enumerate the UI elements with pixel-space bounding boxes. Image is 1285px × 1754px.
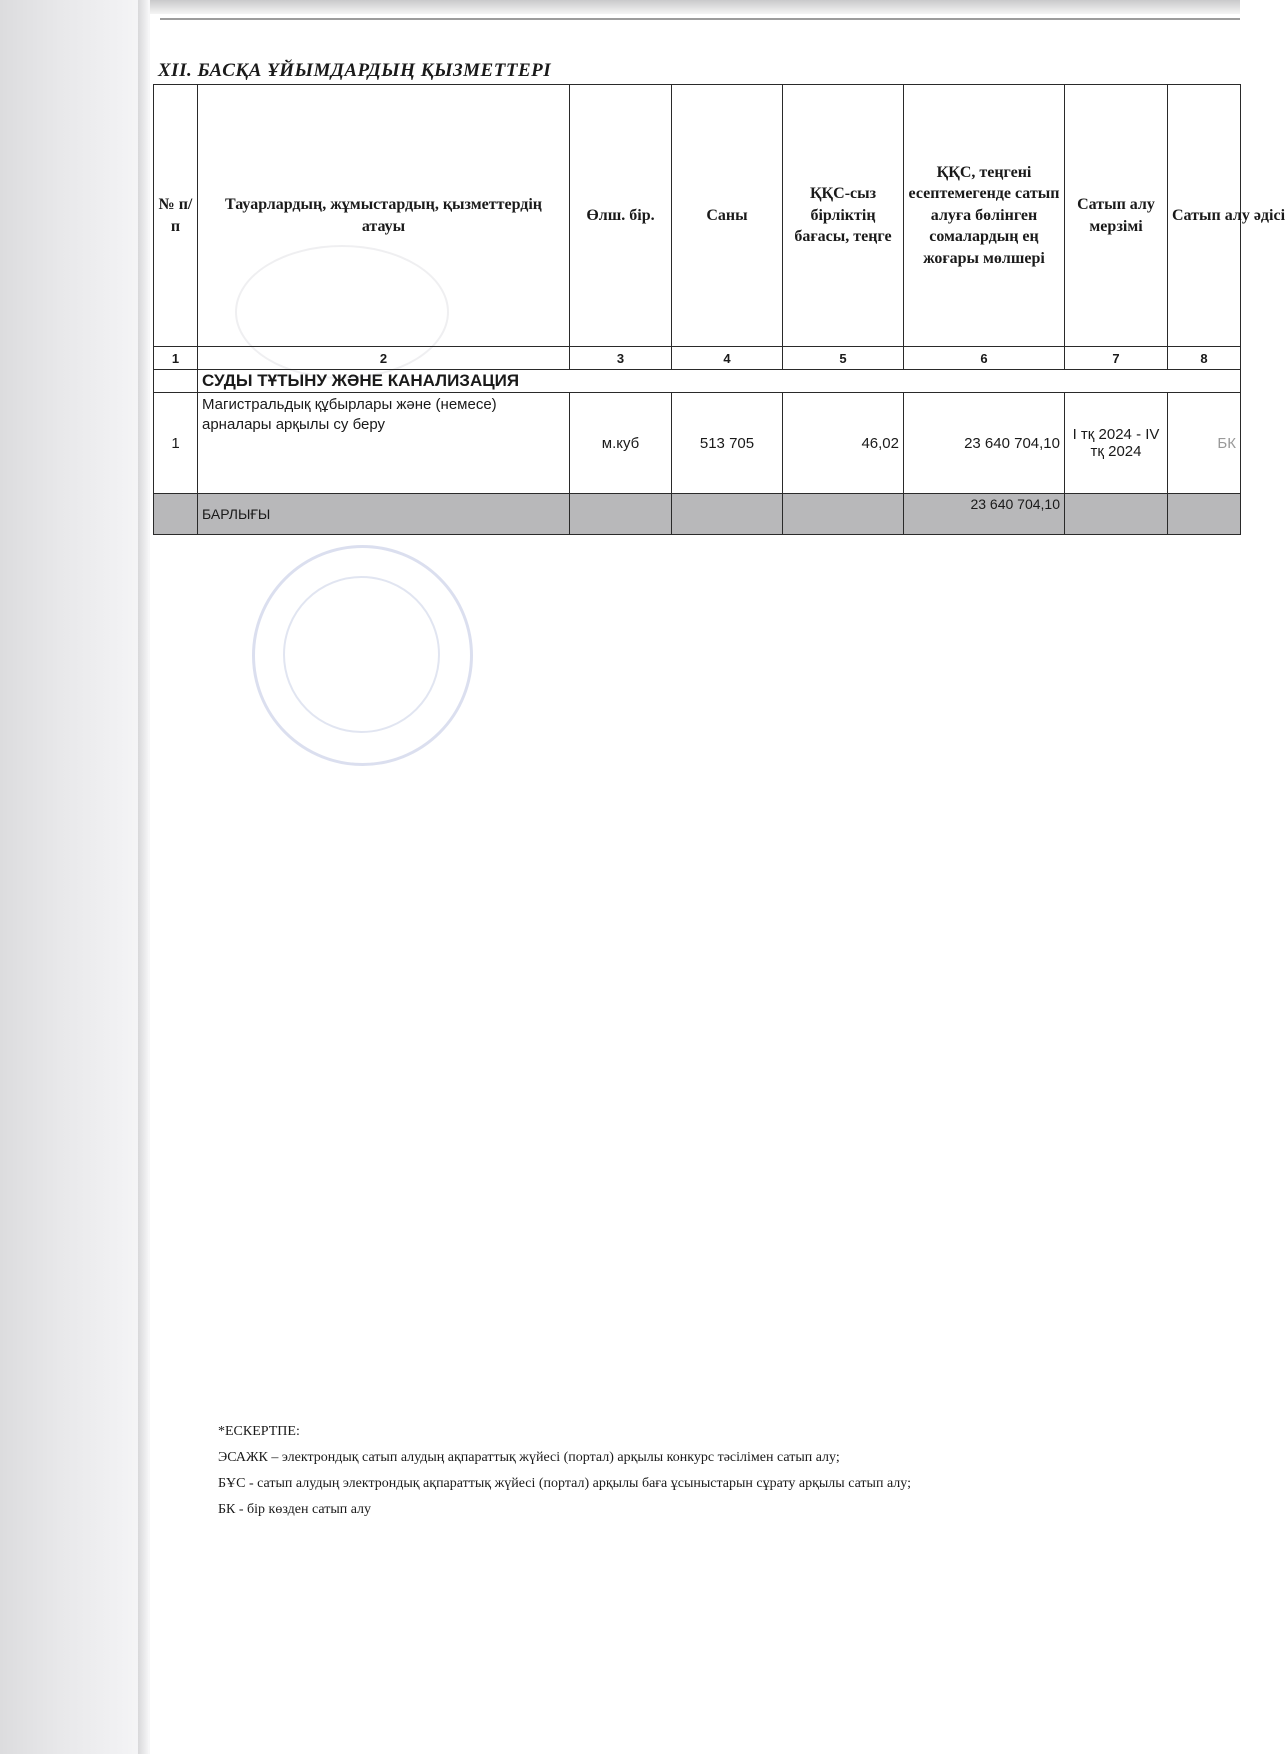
note-item: ЭСАЖК – электрондық сатып алудың ақпараттық жүйесі (портал) арқылы конкурс тәсілімен сатып алу; <box>218 1450 840 1465</box>
header-period: Сатып алу мерзімі <box>1065 85 1168 347</box>
note-item: БК - бір көзден сатып алу <box>218 1502 372 1517</box>
row-quantity: 513 705 <box>672 393 783 494</box>
round-stamp <box>252 545 473 766</box>
table-row <box>154 393 1241 494</box>
row-unit: м.куб <box>570 393 672 494</box>
row-name: Магистральдық құбырлары және (немесе) арналары арқылы су беру <box>198 393 570 494</box>
row-period: I тқ 2024 - IV тқ 2024 <box>1065 393 1168 494</box>
column-number: 8 <box>1168 347 1241 370</box>
row-method: БК <box>1168 393 1241 494</box>
column-number: 5 <box>783 347 904 370</box>
column-number: 2 <box>198 347 570 370</box>
column-number: 4 <box>672 347 783 370</box>
page-top-rule <box>160 18 1240 20</box>
row-unit-price: 46,02 <box>783 393 904 494</box>
total-amount: 23 640 704,10 <box>904 494 1065 535</box>
footnotes <box>218 1419 1218 1523</box>
total-row <box>154 494 1241 535</box>
header-quantity: Саны <box>672 85 783 347</box>
group-row <box>154 370 1241 393</box>
column-number: 3 <box>570 347 672 370</box>
table-header-row <box>154 85 1241 347</box>
header-max-amount: ҚҚС, теңгені есептемегенде сатып алуға бөлінген сомалардың ең жоғары мөлшері <box>904 85 1065 347</box>
header-unit-price: ҚҚС-сыз бірліктің бағасы, теңге <box>783 85 904 347</box>
total-label: БАРЛЫҒЫ <box>198 494 570 535</box>
section-title: ХII. БАСҚА ҰЙЫМДАРДЫҢ ҚЫЗМЕТТЕРІ <box>158 60 552 81</box>
scan-shadow-top <box>150 0 1240 14</box>
procurement-table <box>153 84 1285 535</box>
header-method: Сатып алу әдісі <box>1168 85 1241 347</box>
row-amount: 23 640 704,10 <box>904 393 1065 494</box>
column-number-row <box>154 347 1241 370</box>
header-unit: Өлш. бір. <box>570 85 672 347</box>
header-number: № п/п <box>154 85 198 347</box>
column-number: 7 <box>1065 347 1168 370</box>
column-number: 1 <box>154 347 198 370</box>
header-name: Тауарлардың, жұмыстардың, қызметтердің атауы <box>198 85 570 347</box>
row-number: 1 <box>154 393 198 494</box>
column-number: 6 <box>904 347 1065 370</box>
scan-page-edge <box>138 0 148 1754</box>
group-title: СУДЫ ТҰТЫНУ ЖӘНЕ КАНАЛИЗАЦИЯ <box>198 370 1241 393</box>
notes-title: *ЕСКЕРТПЕ: <box>218 1424 300 1439</box>
note-item: БҰС - сатып алудың электрондық ақпараттық жүйесі (портал) арқылы баға ұсыныстарын сұрату арқылы сатып алу; <box>218 1476 911 1491</box>
scan-shadow-left <box>0 0 150 1754</box>
